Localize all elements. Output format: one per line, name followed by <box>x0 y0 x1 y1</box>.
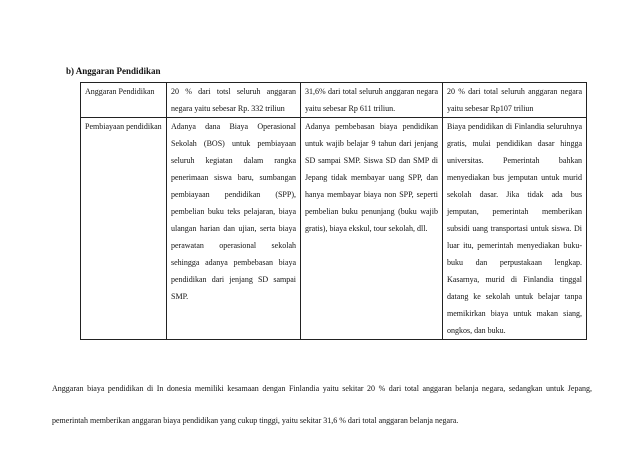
finlandia-cell: Biaya pendidikan di Finlandia seluruhnya gratis, mulai pendidikan dasar hingga universitas. Pemerintah bahkan menyediakan bus jemputan untuk murid sekolah dasar. Jika tidak ada bus jemputan, pemerintah memberikan subsidi uang transportasi untuk siswa. Di luar itu, pemerintah menyediakan buku-buku dan perpustakaan lengkap. Kasarnya, murid di Finlandia tinggal datang ke sekolah untuk belajar tanpa memikirkan biaya untuk makan siang, ongkos, dan buku. <box>443 118 587 340</box>
section-heading: b) Anggaran Pendidikan <box>66 66 161 76</box>
row-label-cell: Pembiayaan pendidikan <box>81 118 167 340</box>
table-row <box>81 83 587 118</box>
comparison-table <box>80 82 587 340</box>
finlandia-cell: 20 % dari total seluruh anggaran negara yaitu sebesar Rp107 triliun <box>443 83 587 118</box>
row-label-cell: Anggaran Pendidikan <box>81 83 167 118</box>
jepang-cell: Adanya pembebasan biaya pendidikan untuk wajib belajar 9 tahun dari jenjang SD sampai SMP. Siswa SD dan SMP di Jepang tidak membayar uang SPP, dan hanya membayar biaya non SPP, seperti pembelian buku penunjang (buku wajib gratis), biaya ekskul, tour sekolah, dll. <box>301 118 443 340</box>
table-row <box>81 118 587 340</box>
summary-paragraph: Anggaran biaya pendidikan di In donesia memiliki kesamaan dengan Finlandia yaitu sekitar 20 % dari total anggaran belanja negara, sedangkan untuk Jepang, pemerintah memberikan anggaran biaya pendidikan yang cukup tinggi, yaitu sekitar 31,6 % dari total anggaran belanja negara. <box>52 384 592 425</box>
indonesia-cell: Adanya dana Biaya Operasional Sekolah (BOS) untuk pembiayaan seluruh kegiatan dalam rangka penerimaan siswa baru, sumbangan pembiayaan pendidikan (SPP), pembelian buku teks pelajaran, biaya ulangan harian dan ujian, serta biaya perawatan operasional sekolah sehingga adanya pembebasan biaya pendidikan dari jenjang SD sampai SMP. <box>167 118 301 340</box>
indonesia-cell: 20 % dari totsl seluruh anggaran negara yaitu sebesar Rp. 332 triliun <box>167 83 301 118</box>
jepang-cell: 31,6% dari total seluruh anggaran negara yaitu sebesar Rp 611 triliun. <box>301 83 443 118</box>
